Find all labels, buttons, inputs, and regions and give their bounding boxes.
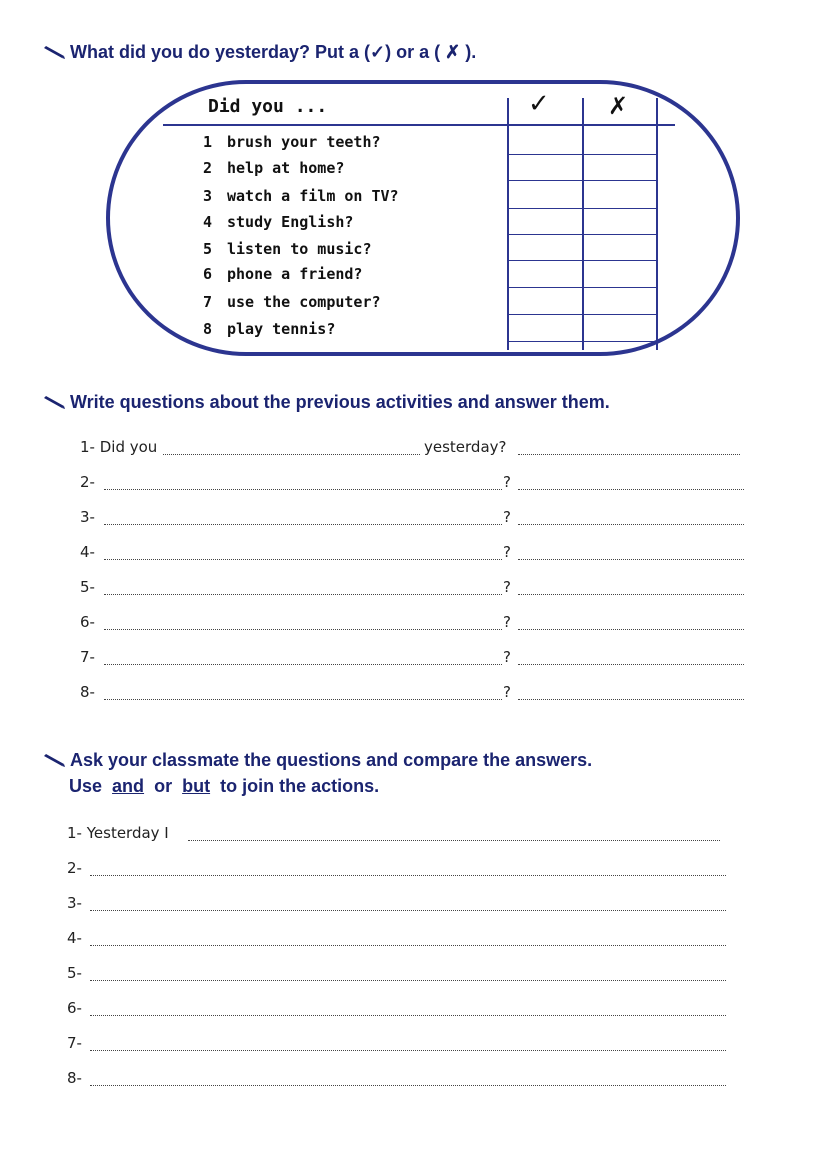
sentence-blank[interactable]: [90, 1015, 726, 1016]
answer-blank[interactable]: [518, 699, 744, 700]
sentence-number: 3-: [67, 894, 82, 912]
cross-cell-row-7[interactable]: [584, 314, 657, 315]
sentence-blank[interactable]: [90, 910, 726, 911]
cross-column-right-border: [656, 98, 658, 350]
cross-cell-row-3[interactable]: [584, 208, 657, 209]
sentence-1-blank[interactable]: [188, 840, 720, 841]
sentence-1-prefix: 1- Yesterday I: [67, 824, 169, 842]
question-number: 7-: [80, 648, 95, 666]
answer-1-blank[interactable]: [518, 454, 740, 455]
question-1-middle: yesterday?: [424, 438, 507, 456]
activity-text: play tennis?: [227, 320, 336, 338]
cross-cell-row-2[interactable]: [584, 180, 657, 181]
sentence-number: 4-: [67, 929, 82, 947]
activity-text: listen to music?: [227, 240, 372, 258]
question-blank[interactable]: [104, 699, 502, 700]
question-number: 3-: [80, 508, 95, 526]
question-mark: ?: [503, 543, 511, 561]
question-mark: ?: [503, 473, 511, 491]
activity-number: 2: [203, 159, 213, 177]
question-blank[interactable]: [104, 489, 502, 490]
check-column-left-border: [507, 98, 509, 350]
activity-number: 5: [203, 240, 213, 258]
activity-text: study English?: [227, 213, 354, 231]
activity-text: watch a film on TV?: [227, 187, 399, 205]
section1-heading: [42, 42, 476, 63]
check-cell-row-3[interactable]: [509, 208, 582, 209]
answer-blank[interactable]: [518, 629, 744, 630]
check-cell-row-1[interactable]: [509, 154, 582, 155]
activity-number: 1: [203, 133, 213, 151]
question-1-blank[interactable]: [163, 454, 420, 455]
check-cell-row-6[interactable]: [509, 287, 582, 288]
activity-number: 6: [203, 265, 213, 283]
check-column-header: ✓: [528, 88, 550, 118]
answer-blank[interactable]: [518, 489, 744, 490]
question-blank[interactable]: [104, 559, 502, 560]
sentence-blank[interactable]: [90, 1085, 726, 1086]
section3-heading-line1: Ask your classmate the questions and compare the answers.: [70, 750, 593, 770]
question-number: 2-: [80, 473, 95, 491]
answer-blank[interactable]: [518, 524, 744, 525]
section3-heading: [42, 750, 592, 771]
activity-row: [203, 187, 399, 205]
question-mark: ?: [503, 648, 511, 666]
activity-text: phone a friend?: [227, 265, 363, 283]
cross-cell-row-6[interactable]: [584, 287, 657, 288]
and-word: and: [112, 776, 145, 796]
question-blank[interactable]: [104, 629, 502, 630]
sentence-blank[interactable]: [90, 875, 726, 876]
sentence-blank[interactable]: [90, 1050, 726, 1051]
question-blank[interactable]: [104, 524, 502, 525]
question-mark: ?: [503, 578, 511, 596]
sentence-number: 2-: [67, 859, 82, 877]
activity-row: [203, 293, 381, 311]
question-number: 8-: [80, 683, 95, 701]
cross-cell-row-8[interactable]: [584, 341, 657, 342]
answer-blank[interactable]: [518, 594, 744, 595]
check-cell-row-7[interactable]: [509, 314, 582, 315]
question-number: 6-: [80, 613, 95, 631]
pencil-icon: [42, 754, 66, 768]
pencil-icon: [42, 396, 66, 410]
join-text: to join the actions.: [220, 776, 380, 796]
question-blank[interactable]: [104, 664, 502, 665]
pencil-icon: [42, 46, 66, 60]
answer-blank[interactable]: [518, 664, 744, 665]
answer-blank[interactable]: [518, 559, 744, 560]
question-mark: ?: [503, 683, 511, 701]
check-cell-row-8[interactable]: [509, 341, 582, 342]
activity-text: brush your teeth?: [227, 133, 381, 151]
but-word: but: [182, 776, 211, 796]
use-word: Use: [69, 776, 103, 796]
sentence-blank[interactable]: [90, 945, 726, 946]
question-1-prefix: 1- Did you: [80, 438, 158, 456]
check-cell-row-2[interactable]: [509, 180, 582, 181]
cross-cell-row-5[interactable]: [584, 260, 657, 261]
activity-row: [203, 240, 372, 258]
sentence-number: 6-: [67, 999, 82, 1017]
activity-number: 4: [203, 213, 213, 231]
check-cell-row-5[interactable]: [509, 260, 582, 261]
sentence-number: 8-: [67, 1069, 82, 1087]
cross-cell-row-4[interactable]: [584, 234, 657, 235]
question-mark: ?: [503, 508, 511, 526]
question-number: 4-: [80, 543, 95, 561]
sentence-number: 7-: [67, 1034, 82, 1052]
section1-heading-text: What did you do yesterday? Put a (✓) or a ( ✗ ).: [70, 42, 477, 62]
section2-heading: [42, 392, 610, 413]
question-blank[interactable]: [104, 594, 502, 595]
activity-number: 8: [203, 320, 213, 338]
activity-number: 3: [203, 187, 213, 205]
question-mark: ?: [503, 613, 511, 631]
activity-text: use the computer?: [227, 293, 381, 311]
table-header-line: [163, 124, 675, 126]
section2-heading-text: Write questions about the previous activities and answer them.: [70, 392, 610, 412]
table-title: Did you ...: [208, 96, 328, 117]
activity-text: help at home?: [227, 159, 345, 177]
activity-row: [203, 265, 362, 283]
sentence-number: 5-: [67, 964, 82, 982]
check-cell-row-4[interactable]: [509, 234, 582, 235]
cross-cell-row-1[interactable]: [584, 154, 657, 155]
sentence-blank[interactable]: [90, 980, 726, 981]
cross-column-left-border: [582, 98, 584, 350]
activity-row: [203, 159, 344, 177]
section3-heading-line2: [69, 776, 379, 797]
or-word: or: [154, 776, 173, 796]
activity-number: 7: [203, 293, 213, 311]
cross-column-header: ✗: [608, 93, 629, 120]
activity-row: [203, 213, 353, 231]
question-number: 5-: [80, 578, 95, 596]
activity-row: [203, 320, 335, 338]
activity-row: [203, 133, 381, 151]
